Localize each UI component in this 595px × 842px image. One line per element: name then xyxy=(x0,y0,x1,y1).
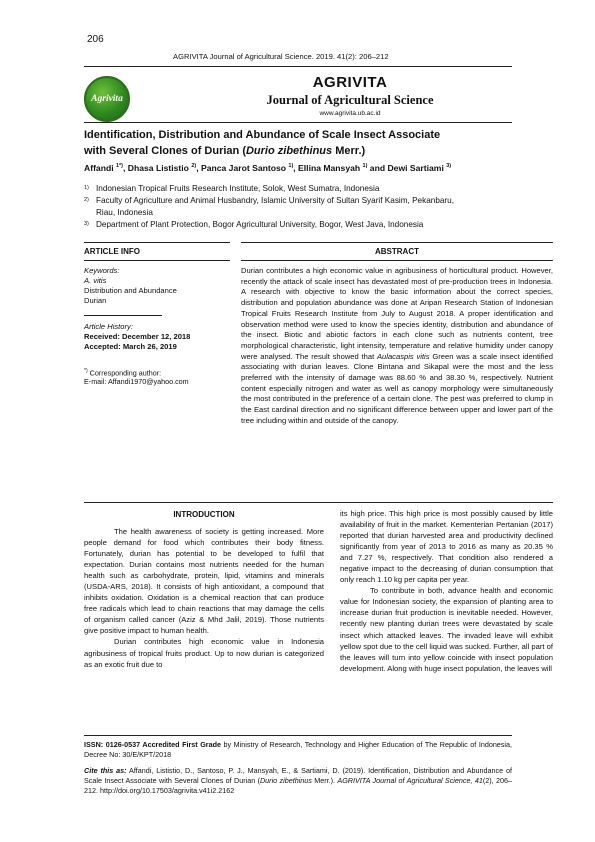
page-number: 206 xyxy=(87,34,104,45)
intro-paragraph-2: Durian contributes high economic value in Indonesia agribusiness of tropical fruits product. Up to now durian is categorized as an exotic fruit due to xyxy=(84,637,324,669)
abstract-text: Durian contributes a high economic value in agribusiness of horticultural product. However, recently the attack of scale insect has devastated most of pre-production trees in Indonesia. A research with objective to know the basic information about the correct species, distribution and population abundance was done at Aripan Research Station of Indonesian Tropical Fruits Research Institute from July to August 2018. A proper identification and observation method were used to know the species identity, distribution and abundance of the insect. Biotic and abiotic factors in each clone such as nutrients content, tree morphological characteristic, light intensity, temperature and relative humidity under canopy were analysed. The result showed that Aulacaspis vitis Green was a scale insect identified associating with durian leaves. Clone Bintana and Sikapal were the most and the less preferred with the intensity of damage was 88.60 % and 38.30 %, respectively. Nutrient content especially nitrogen and water as well as canopy morphology were simultaneously the most contributed in the preference of a certain clone. The pest was preferred to clump in the East cardinal direction and no significant difference between upper and lower part of the tree including within and outside of the canopy. xyxy=(241,266,553,425)
article-info-heading: ARTICLE INFO xyxy=(84,247,140,256)
abstract-end-rule xyxy=(84,502,553,503)
affiliation-1: $^{1)}$ Indonesian Tropical Fruits Research Institute, Solok, West Sumatra, Indonesia xyxy=(84,184,380,193)
citation-note: Cite this as: Affandi, Lististio, D., Santoso, P. J., Mansyah, E., & Sartiami, D. (2019). Identification, Distribution and Abundance of Scale Insect Associate with Several Clones of Durian (Durio zibethinus Merr.). AGRIVITA Journal of Agricultural Science, 41(2), 206–212. http://doi.org/10.17503/agrivita.v41i2.2162 xyxy=(84,766,512,795)
title-line-1: Identification, Distribution and Abundance of Scale Insect Associate xyxy=(84,129,441,141)
received-date: Received: December 12, 2018 xyxy=(84,332,191,341)
masthead-rule xyxy=(84,122,512,123)
issn-note: ISSN: 0126-0537 Accredited First Grade by Ministry of Research, Technology and Higher Education of The Republic of Indonesia, Decree No: 30/E/KPT/2018 xyxy=(84,740,512,759)
accepted-date: Accepted: March 26, 2019 xyxy=(84,342,177,351)
article-info-bottom-rule xyxy=(84,260,230,261)
history-label: Article History: xyxy=(84,322,133,331)
abstract-top-rule xyxy=(241,242,553,243)
introduction-heading: INTRODUCTION xyxy=(173,510,235,519)
journal-url[interactable]: www.agrivita.ub.ac.id xyxy=(319,110,381,117)
intro-left-column xyxy=(84,526,324,670)
footer-rule xyxy=(84,735,512,736)
intro-paragraph-1: The health awareness of society is getting increased. More people demand for food which contributes their body fitness. Fortunately, durian has potential to be developed to fulfil that expectation. Durian contains most nutrients needed for the human health such as carbohydrate, protein, lipid, vitamins and minerals (USDA-ARS, 2018). It consists of high antioxidant, a compound that inhibits oxidation. Oxidation is a chemical reaction that can produce free radicals which lead to chain reactions that may damage the cells of organism called cancer (Aziz & Mhd Jalil, 2019). Those nutrients give positive impact to human health. xyxy=(84,527,324,636)
corresponding-email[interactable]: E-mail: Affandi1970@yahoo.com xyxy=(84,377,189,386)
agrivita-logo xyxy=(84,76,130,122)
affiliation-2: $^{2)}$ Faculty of Agriculture and Animal Husbandry, Islamic University of Sultan Syarif Kasim, Pekanbaru, Riau, Indonesia xyxy=(84,196,454,217)
affiliation-3: $^{3)}$ Department of Plant Protection, Bogor Agricultural University, Bogor, West Java, Indonesia xyxy=(84,220,424,229)
article-info-top-rule xyxy=(84,242,230,243)
abstract-bottom-rule xyxy=(241,260,553,261)
keyword-1: A. vitis xyxy=(84,276,107,285)
keywords-divider xyxy=(84,315,162,316)
article-title xyxy=(84,127,514,159)
corresponding-author-label: *) Corresponding author: xyxy=(84,368,162,378)
intro-paragraph-3: its high price. This high price is most possibly caused by little availability of fruit in the market. Kementerian Pertanian (2017) reported that durian harvested area and productivity declined significantly from year of 2013 to 2016 as many as 20.35 % and 7.27 %, respectively. That condition also rendered a negative impact to the decreasing of durian consumption that only reach 1.10 kg per capita per year. xyxy=(340,509,553,585)
keyword-2: Distribution and Abundance xyxy=(84,286,177,295)
abstract-heading: ABSTRACT xyxy=(375,247,419,256)
title-line-2: with Several Clones of Durian (Durio zibethinus Merr.) xyxy=(84,145,366,157)
intro-right-column xyxy=(340,508,553,674)
journal-subtitle: Journal of Agricultural Science xyxy=(266,93,434,107)
logo-text: Agrivita xyxy=(91,94,123,104)
running-header: AGRIVITA Journal of Agricultural Science. 2019. 41(2): 206–212 xyxy=(173,52,389,61)
keyword-3: Durian xyxy=(84,296,107,305)
intro-paragraph-4: To contribute in both, advance health and economic value for Indonesian society, the expansion of planting area to increase durian fruit production is inevitable needed. However, recently new planting durian trees were devastated by scale insect which attacked leaves. The invaded leave will exhibit yellow spot due to the cell liquid was sucked. Further, all part of the leaves will turn into yellow coincide with insect population development. Along with huge insect population, the leaves will xyxy=(340,586,553,673)
journal-name: AGRIVITA xyxy=(312,74,388,91)
keywords-label: Keywords: xyxy=(84,266,120,275)
author-list: Affandi $^{1*)}$, Dhasa Lististio $^{2)}$, Panca Jarot Santoso $^{1)}$, Ellina Mansyah $^{1)}$ and Dewi Sartiami $^{3)}$ xyxy=(84,163,452,173)
header-rule xyxy=(84,66,512,67)
